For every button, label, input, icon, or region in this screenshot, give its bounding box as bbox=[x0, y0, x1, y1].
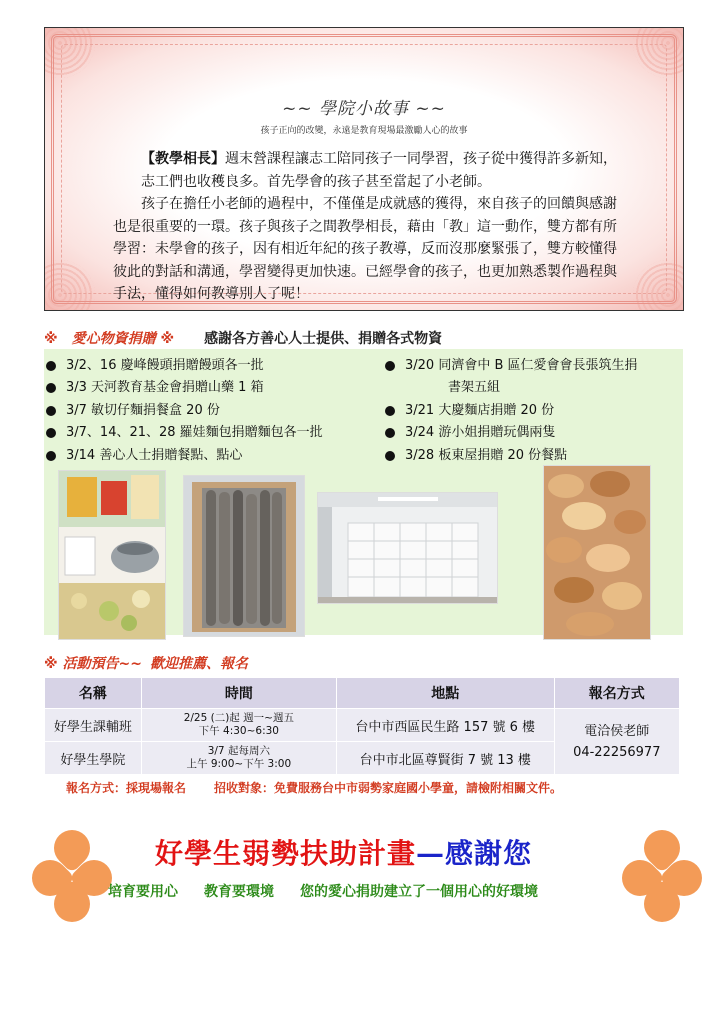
donation-item: 3/21 大慶麵店捐贈 20 份 bbox=[383, 400, 638, 422]
activity-name: 好學生學院 bbox=[45, 742, 142, 775]
photo-food-collage bbox=[58, 470, 166, 640]
footer-title bbox=[155, 832, 532, 872]
clover-right-icon bbox=[618, 826, 706, 922]
story-text: 週末營課程讓志工陪同孩子一同學習，孩子從中獲得許多新知，志工們也收穫良多。首先學會的孩子甚至當起了小老師。 bbox=[141, 151, 617, 190]
activity-table bbox=[44, 677, 680, 775]
activity-heading-text: ※ 活動預告~~ bbox=[44, 656, 142, 672]
column-header: 報名方式 bbox=[554, 678, 679, 709]
donation-mark: ※ 愛心物資捐贈 ※ bbox=[44, 331, 175, 347]
footer-title-blue: —感謝您 bbox=[416, 837, 533, 870]
donation-item: 3/20 同濟會中 B 區仁愛會會長張筑生捐 bbox=[383, 355, 638, 377]
donation-list-left bbox=[44, 355, 323, 467]
donation-item: 3/3 天河教育基金會捐贈山藥 1 箱 bbox=[44, 377, 323, 399]
story-paragraph bbox=[113, 148, 623, 193]
donation-item-continued: 書架五組 bbox=[448, 380, 501, 396]
donation-item: 3/7 敏切仔麵捐餐盒 20 份 bbox=[44, 400, 323, 422]
contact-name: 電洽侯老師 bbox=[584, 723, 650, 739]
note-method: 報名方式：採現場報名 bbox=[66, 781, 187, 795]
photo-yam-box bbox=[183, 475, 305, 637]
activity-name: 好學生課輔班 bbox=[45, 709, 142, 742]
column-header: 時間 bbox=[141, 678, 336, 709]
time-line: 3/7 起每周六 bbox=[207, 745, 270, 757]
donation-thanks: 感謝各方善心人士提供、捐贈各式物資 bbox=[204, 331, 443, 347]
activity-note bbox=[66, 779, 562, 796]
time-line: 2/25 (二)起 週一~週五 bbox=[183, 712, 294, 724]
donation-item: 3/2、16 慶峰饅頭捐贈饅頭各一批 bbox=[44, 355, 323, 377]
clover-left-icon bbox=[28, 826, 116, 922]
donation-item: 3/7、14、21、28 羅娃麵包捐贈麵包各一批 bbox=[44, 422, 323, 444]
story-subtitle: 孩子正向的改變，永遠是教育現場最激勵人心的故事 bbox=[260, 126, 468, 136]
donation-heading bbox=[44, 328, 442, 348]
activity-contact bbox=[554, 709, 679, 775]
activity-time bbox=[141, 709, 336, 742]
footer-title-red: 好學生弱勢扶助計畫 bbox=[155, 837, 417, 870]
story-tag: 【教學相長】 bbox=[141, 151, 225, 167]
activity-time bbox=[141, 742, 336, 775]
time-line: 下午 4:30~6:30 bbox=[198, 725, 279, 737]
donation-box bbox=[44, 349, 683, 635]
story-panel bbox=[44, 27, 684, 311]
activity-heading bbox=[44, 653, 248, 673]
time-line: 上午 9:00~下午 3:00 bbox=[186, 758, 292, 770]
activity-place: 台中市西區民生路 157 號 6 樓 bbox=[336, 709, 554, 742]
column-header: 地點 bbox=[336, 678, 554, 709]
donation-item: 3/28 板東屋捐贈 20 份餐點 bbox=[383, 445, 638, 467]
donation-item: 3/14 善心人士捐贈餐點、點心 bbox=[44, 445, 323, 467]
contact-phone: 04-22256977 bbox=[573, 744, 661, 760]
story-paragraph: 孩子在擔任小老師的過程中，不僅僅是成就感的獲得，來自孩子的回饋與感謝也是很重要的一環。孩子與孩子之間教學相長，藉由「教」這一動作，雙方都有所學習：未學會的孩子，因有相近年紀的孩子教導，反而沒那麼緊張了，雙方較懂得彼此的對話和溝通，學習變得更加快速。已經學會的孩子，也更加熟悉製作過程與手法，懂得如何教導別人了呢！ bbox=[113, 196, 617, 302]
column-header: 名稱 bbox=[45, 678, 142, 709]
donation-item: 3/24 游小姐捐贈玩偶兩隻 bbox=[383, 422, 638, 444]
photo-bread bbox=[543, 465, 651, 640]
photo-bookshelves bbox=[317, 492, 498, 604]
activity-place: 台中市北區尊賢街 7 號 13 樓 bbox=[336, 742, 554, 775]
table-row bbox=[45, 709, 680, 742]
activity-welcome: 歡迎推薦、報名 bbox=[149, 656, 248, 672]
footer-slogans bbox=[108, 881, 564, 901]
note-target: 招收對象：免費服務台中市弱勢家庭國小學童，請檢附相關文件。 bbox=[214, 781, 563, 795]
slogan: 培育要用心 bbox=[108, 884, 178, 900]
story-body bbox=[113, 148, 623, 306]
story-title: ~~ 學院小故事 ~~ bbox=[282, 99, 446, 119]
table-header-row bbox=[45, 678, 680, 709]
slogan: 您的愛心捐助建立了一個用心的好環境 bbox=[300, 884, 538, 900]
donation-list-right bbox=[383, 355, 638, 467]
slogan: 教育要環境 bbox=[204, 884, 274, 900]
